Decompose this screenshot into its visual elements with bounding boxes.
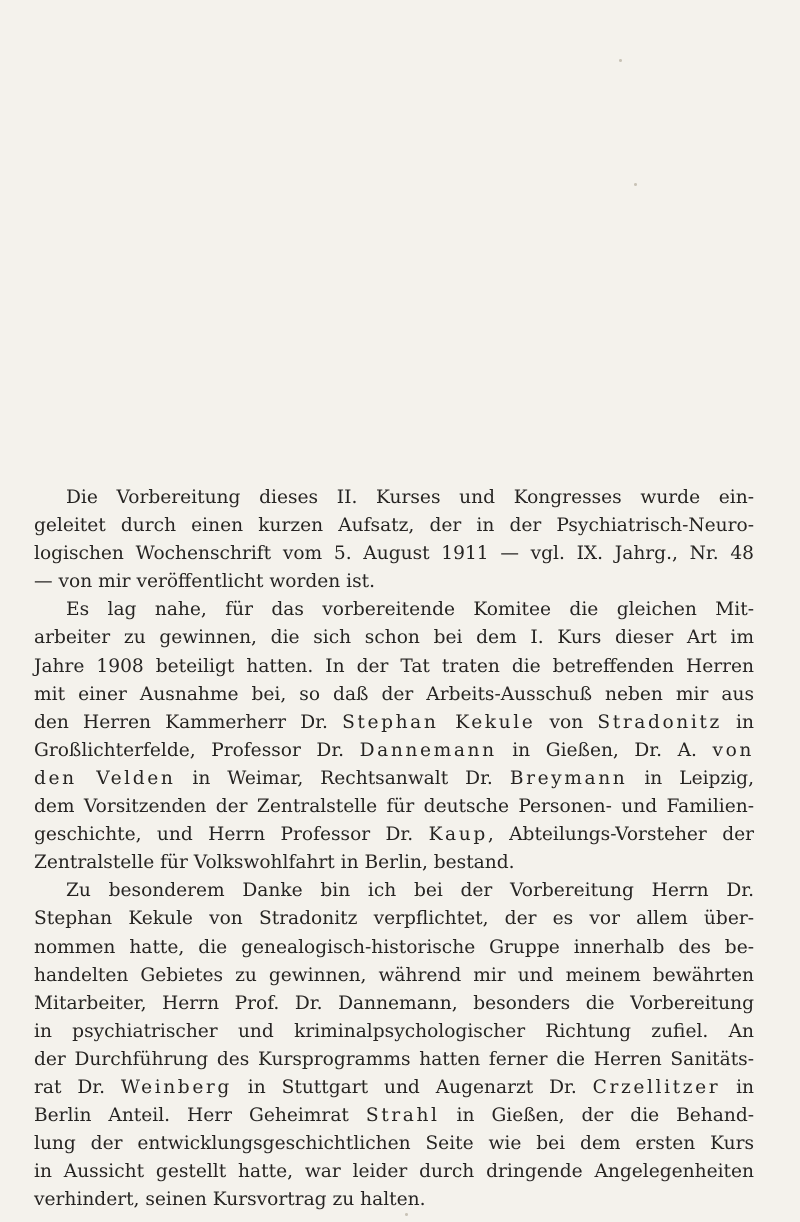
spaced-name: Dannemann <box>359 739 497 761</box>
text-run: in Gießen, Dr. A. <box>496 739 713 761</box>
paragraph <box>34 484 754 596</box>
text-run: dem Vorsitzenden der Zentralstelle für deutsche Personen- und Familien- <box>34 796 754 818</box>
text-run: von <box>535 711 598 733</box>
text-line <box>34 1018 754 1046</box>
text-run: Es lag nahe, für das vorbereitende Komitee die gleichen Mit- <box>66 599 754 621</box>
spaced-name: Kaup <box>428 824 488 846</box>
text-line <box>34 1046 754 1074</box>
spaced-name: von <box>712 739 754 761</box>
text-line <box>34 484 754 512</box>
spaced-name: Stephan Kekule <box>342 711 536 733</box>
text-run: handelten Gebietes zu gewinnen, während mir und meinem bewährten <box>34 964 754 986</box>
text-run: Mitarbeiter, Herrn Prof. Dr. Dannemann, besonders die Vorbereitung <box>34 992 754 1014</box>
text-run: Zentralstelle für Volkswohlfahrt in Berlin, bestand. <box>34 852 515 874</box>
text-line <box>34 568 754 596</box>
text-line <box>34 653 754 681</box>
body-text <box>34 484 754 1214</box>
text-run: Großlichterfelde, Professor Dr. <box>34 739 360 761</box>
text-line <box>34 934 754 962</box>
text-run: in Leipzig, <box>627 767 754 789</box>
text-line <box>34 877 754 905</box>
text-run: nommen hatte, die genealogisch-historische Gruppe innerhalb des be- <box>34 936 754 958</box>
text-line <box>34 1074 754 1102</box>
spaced-name: Crzellitzer <box>592 1076 721 1098</box>
text-run: Jahre 1908 beteiligt hatten. In der Tat traten die betreffenden Herren <box>34 655 754 677</box>
text-line <box>34 765 754 793</box>
text-run: in Stuttgart und Augenarzt Dr. <box>231 1076 593 1098</box>
paper-speck <box>619 59 622 62</box>
text-run: Stephan Kekule von Stradonitz verpflichtet, der es vor allem über- <box>34 908 754 930</box>
paragraph <box>34 877 754 1214</box>
spaced-name: Stradonitz <box>597 711 722 733</box>
text-run: lung der entwicklungsgeschichtlichen Seite wie bei dem ersten Kurs <box>34 1133 754 1155</box>
text-line <box>34 709 754 737</box>
text-line <box>34 849 754 877</box>
text-run: in <box>720 1076 754 1098</box>
text-run: logischen Wochenschrift vom 5. August 1911 — vgl. IX. Jahrg., Nr. 48 <box>34 543 754 565</box>
text-line <box>34 1186 754 1214</box>
text-line <box>34 821 754 849</box>
text-run: der Durchführung des Kursprogramms hatten ferner die Herren Sanitäts- <box>34 1048 754 1070</box>
text-line <box>34 540 754 568</box>
text-line <box>34 624 754 652</box>
text-run: in <box>721 711 754 733</box>
text-run: verhindert, seinen Kursvortrag zu halten. <box>34 1189 426 1211</box>
text-line <box>34 1158 754 1186</box>
text-run: geleitet durch einen kurzen Aufsatz, der in der Psychiatrisch-Neuro- <box>34 515 754 537</box>
text-run: , Abteilungs-Vorsteher der <box>487 824 754 846</box>
text-line <box>34 1130 754 1158</box>
spaced-name: Breymann <box>509 767 628 789</box>
text-run: Zu besonderem Danke bin ich bei der Vorbereitung Herrn Dr. <box>66 880 754 902</box>
paper-speck <box>634 183 637 186</box>
text-run: arbeiter zu gewinnen, die sich schon bei dem I. Kurs dieser Art im <box>34 627 754 649</box>
spaced-name: Weinberg <box>120 1076 232 1098</box>
text-line <box>34 512 754 540</box>
text-run: in psychiatrischer und kriminalpsychologischer Richtung zufiel. An <box>34 1020 754 1042</box>
text-line <box>34 905 754 933</box>
text-line <box>34 681 754 709</box>
text-run: Berlin Anteil. Herr Geheimrat <box>34 1105 366 1127</box>
text-run: mit einer Ausnahme bei, so daß der Arbeits-Ausschuß neben mir aus <box>34 683 754 705</box>
text-run: — von mir veröffentlicht worden ist. <box>34 571 376 593</box>
text-run: rat Dr. <box>34 1076 121 1098</box>
text-run: in Gießen, der die Behand- <box>439 1105 755 1127</box>
text-run: in Aussicht gestellt hatte, war leider durch dringende Angelegenheiten <box>34 1161 754 1183</box>
text-run: geschichte, und Herrn Professor Dr. <box>34 824 429 846</box>
text-run: Die Vorbereitung dieses II. Kurses und Kongresses wurde ein- <box>66 487 754 508</box>
text-line <box>34 737 754 765</box>
text-line <box>34 596 754 624</box>
spaced-name: den Velden <box>34 767 176 789</box>
text-run: den Herren Kammerherr Dr. <box>34 711 343 733</box>
text-line <box>34 962 754 990</box>
text-line <box>34 793 754 821</box>
text-line <box>34 1102 754 1130</box>
text-run: in Weimar, Rechtsanwalt Dr. <box>175 767 510 789</box>
paragraph <box>34 596 754 877</box>
spaced-name: Strahl <box>365 1105 440 1127</box>
text-line <box>34 990 754 1018</box>
